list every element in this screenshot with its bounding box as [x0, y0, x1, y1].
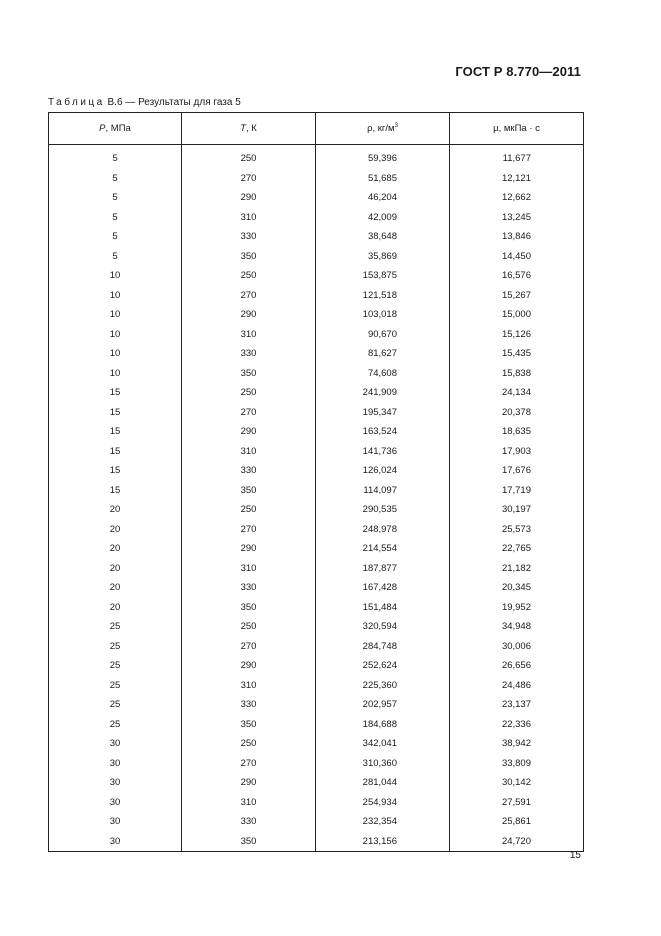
- cell-density: 121,518: [316, 286, 450, 306]
- cell-temperature: 310: [182, 325, 316, 345]
- table-row: [49, 403, 584, 423]
- table-row: [49, 676, 584, 696]
- cell-pressure: 25: [49, 715, 182, 735]
- table-row: [49, 598, 584, 618]
- cell-density: 213,156: [316, 832, 450, 852]
- cell-viscosity: 20,345: [450, 578, 584, 598]
- cell-temperature: 250: [182, 734, 316, 754]
- cell-viscosity: 34,948: [450, 617, 584, 637]
- cell-temperature: 330: [182, 227, 316, 247]
- table-row: [49, 383, 584, 403]
- cell-temperature: 310: [182, 676, 316, 696]
- cell-temperature: 310: [182, 442, 316, 462]
- cell-temperature: 250: [182, 383, 316, 403]
- cell-pressure: 20: [49, 500, 182, 520]
- cell-density: 42,009: [316, 208, 450, 228]
- cell-pressure: 25: [49, 637, 182, 657]
- cell-density: 284,748: [316, 637, 450, 657]
- cell-density: 151,484: [316, 598, 450, 618]
- cell-temperature: 330: [182, 578, 316, 598]
- table-row: [49, 286, 584, 306]
- cell-viscosity: 33,809: [450, 754, 584, 774]
- cell-temperature: 270: [182, 169, 316, 189]
- cell-viscosity: 22,336: [450, 715, 584, 735]
- cell-density: 252,624: [316, 656, 450, 676]
- table-row: [49, 734, 584, 754]
- cell-viscosity: 25,861: [450, 812, 584, 832]
- cell-density: 214,554: [316, 539, 450, 559]
- cell-temperature: 270: [182, 520, 316, 540]
- results-table: [48, 112, 584, 852]
- cell-temperature: 350: [182, 715, 316, 735]
- cell-density: 51,685: [316, 169, 450, 189]
- cell-viscosity: 15,267: [450, 286, 584, 306]
- table-row: [49, 266, 584, 286]
- cell-pressure: 30: [49, 734, 182, 754]
- table-row: [49, 305, 584, 325]
- cell-viscosity: 26,656: [450, 656, 584, 676]
- table-row: [49, 208, 584, 228]
- cell-temperature: 250: [182, 617, 316, 637]
- cell-density: 195,347: [316, 403, 450, 423]
- cell-density: 59,396: [316, 145, 450, 169]
- cell-pressure: 10: [49, 305, 182, 325]
- cell-density: 167,428: [316, 578, 450, 598]
- cell-density: 114,097: [316, 481, 450, 501]
- cell-pressure: 10: [49, 344, 182, 364]
- cell-viscosity: 16,576: [450, 266, 584, 286]
- cell-temperature: 270: [182, 754, 316, 774]
- cell-temperature: 330: [182, 695, 316, 715]
- cell-viscosity: 17,719: [450, 481, 584, 501]
- cell-pressure: 20: [49, 578, 182, 598]
- table-row: [49, 637, 584, 657]
- table-row: [49, 754, 584, 774]
- table-header-row: [49, 113, 584, 145]
- cell-temperature: 310: [182, 208, 316, 228]
- cell-pressure: 5: [49, 169, 182, 189]
- cell-temperature: 270: [182, 403, 316, 423]
- cell-temperature: 350: [182, 481, 316, 501]
- cell-viscosity: 12,662: [450, 188, 584, 208]
- cell-pressure: 5: [49, 188, 182, 208]
- cell-pressure: 10: [49, 266, 182, 286]
- cell-viscosity: 30,197: [450, 500, 584, 520]
- cell-viscosity: 21,182: [450, 559, 584, 579]
- cell-viscosity: 18,635: [450, 422, 584, 442]
- cell-pressure: 5: [49, 208, 182, 228]
- cell-pressure: 5: [49, 145, 182, 169]
- table-row: [49, 773, 584, 793]
- cell-density: 81,627: [316, 344, 450, 364]
- table-row: [49, 715, 584, 735]
- table-row: [49, 247, 584, 267]
- cell-density: 46,204: [316, 188, 450, 208]
- cell-density: 141,736: [316, 442, 450, 462]
- cell-pressure: 10: [49, 286, 182, 306]
- cell-density: 38,648: [316, 227, 450, 247]
- cell-density: 232,354: [316, 812, 450, 832]
- table-row: [49, 364, 584, 384]
- cell-density: 241,909: [316, 383, 450, 403]
- table-row: [49, 832, 584, 852]
- cell-temperature: 350: [182, 832, 316, 852]
- cell-viscosity: 27,591: [450, 793, 584, 813]
- cell-temperature: 290: [182, 773, 316, 793]
- table-caption-dash: —: [125, 97, 136, 108]
- cell-temperature: 290: [182, 422, 316, 442]
- cell-temperature: 290: [182, 656, 316, 676]
- table-caption-word: Таблица: [48, 97, 105, 108]
- table-row: [49, 559, 584, 579]
- cell-temperature: 330: [182, 344, 316, 364]
- cell-temperature: 250: [182, 145, 316, 169]
- table-row: [49, 481, 584, 501]
- header-pressure: P, МПа: [49, 113, 182, 145]
- cell-viscosity: 17,676: [450, 461, 584, 481]
- table-body: [49, 145, 584, 852]
- cell-density: 281,044: [316, 773, 450, 793]
- cell-temperature: 290: [182, 188, 316, 208]
- cell-pressure: 10: [49, 364, 182, 384]
- cell-density: 254,934: [316, 793, 450, 813]
- cell-pressure: 20: [49, 520, 182, 540]
- cell-temperature: 270: [182, 637, 316, 657]
- cell-temperature: 350: [182, 364, 316, 384]
- table-row: [49, 145, 584, 169]
- cell-temperature: 250: [182, 266, 316, 286]
- cell-pressure: 30: [49, 812, 182, 832]
- cell-pressure: 15: [49, 442, 182, 462]
- cell-density: 202,957: [316, 695, 450, 715]
- cell-viscosity: 38,942: [450, 734, 584, 754]
- header-viscosity: μ, мкПа · с: [450, 113, 584, 145]
- cell-temperature: 270: [182, 286, 316, 306]
- cell-viscosity: 15,838: [450, 364, 584, 384]
- table-row: [49, 656, 584, 676]
- header-temperature: T, К: [182, 113, 316, 145]
- table-row: [49, 617, 584, 637]
- cell-density: 187,877: [316, 559, 450, 579]
- cell-viscosity: 15,126: [450, 325, 584, 345]
- cell-viscosity: 13,245: [450, 208, 584, 228]
- cell-temperature: 290: [182, 539, 316, 559]
- cell-density: 74,608: [316, 364, 450, 384]
- cell-pressure: 10: [49, 325, 182, 345]
- cell-density: 153,875: [316, 266, 450, 286]
- cell-pressure: 15: [49, 481, 182, 501]
- cell-pressure: 30: [49, 773, 182, 793]
- cell-density: 90,670: [316, 325, 450, 345]
- cell-viscosity: 20,378: [450, 403, 584, 423]
- cell-viscosity: 13,846: [450, 227, 584, 247]
- cell-temperature: 310: [182, 793, 316, 813]
- cell-viscosity: 24,486: [450, 676, 584, 696]
- cell-density: 248,978: [316, 520, 450, 540]
- cell-viscosity: 14,450: [450, 247, 584, 267]
- table-caption-text: Результаты для газа 5: [138, 97, 241, 108]
- cell-viscosity: 11,677: [450, 145, 584, 169]
- cell-density: 320,594: [316, 617, 450, 637]
- cell-viscosity: 19,952: [450, 598, 584, 618]
- cell-pressure: 25: [49, 656, 182, 676]
- table-row: [49, 442, 584, 462]
- cell-pressure: 25: [49, 617, 182, 637]
- cell-pressure: 15: [49, 403, 182, 423]
- cell-pressure: 20: [49, 559, 182, 579]
- cell-density: 310,360: [316, 754, 450, 774]
- header-density: ρ, $кг/м^3$: [316, 113, 450, 145]
- cell-temperature: 310: [182, 559, 316, 579]
- table-row: [49, 695, 584, 715]
- cell-viscosity: 15,000: [450, 305, 584, 325]
- table-row: [49, 169, 584, 189]
- page-number: 15: [569, 850, 581, 861]
- table-caption: [48, 97, 241, 108]
- cell-pressure: 30: [49, 754, 182, 774]
- cell-density: 290,535: [316, 500, 450, 520]
- cell-temperature: 330: [182, 812, 316, 832]
- cell-pressure: 20: [49, 598, 182, 618]
- table-row: [49, 227, 584, 247]
- cell-viscosity: 24,134: [450, 383, 584, 403]
- cell-temperature: 350: [182, 598, 316, 618]
- cell-temperature: 350: [182, 247, 316, 267]
- cell-density: 35,869: [316, 247, 450, 267]
- table-row: [49, 539, 584, 559]
- cell-density: 103,018: [316, 305, 450, 325]
- cell-pressure: 15: [49, 461, 182, 481]
- cell-density: 163,524: [316, 422, 450, 442]
- cell-pressure: 5: [49, 227, 182, 247]
- table-row: [49, 188, 584, 208]
- table-row: [49, 325, 584, 345]
- cell-viscosity: 23,137: [450, 695, 584, 715]
- cell-viscosity: 15,435: [450, 344, 584, 364]
- cell-pressure: 15: [49, 422, 182, 442]
- table-row: [49, 500, 584, 520]
- cell-temperature: 290: [182, 305, 316, 325]
- cell-viscosity: 24,720: [450, 832, 584, 852]
- cell-viscosity: 25,573: [450, 520, 584, 540]
- table-row: [49, 422, 584, 442]
- cell-density: 225,360: [316, 676, 450, 696]
- cell-viscosity: 12,121: [450, 169, 584, 189]
- cell-viscosity: 22,765: [450, 539, 584, 559]
- cell-viscosity: 30,006: [450, 637, 584, 657]
- table-row: [49, 812, 584, 832]
- table-row: [49, 520, 584, 540]
- cell-pressure: 5: [49, 247, 182, 267]
- table-row: [49, 344, 584, 364]
- cell-temperature: 250: [182, 500, 316, 520]
- table-row: [49, 461, 584, 481]
- table-row: [49, 578, 584, 598]
- table-caption-number: В.6: [107, 97, 123, 108]
- cell-density: 126,024: [316, 461, 450, 481]
- cell-pressure: 30: [49, 832, 182, 852]
- cell-density: 184,688: [316, 715, 450, 735]
- cell-pressure: 25: [49, 695, 182, 715]
- cell-pressure: 20: [49, 539, 182, 559]
- cell-pressure: 30: [49, 793, 182, 813]
- cell-density: 342,041: [316, 734, 450, 754]
- document-code-header: ГОСТ Р 8.770—2011: [455, 64, 581, 79]
- cell-pressure: 15: [49, 383, 182, 403]
- table-row: [49, 793, 584, 813]
- cell-viscosity: 30,142: [450, 773, 584, 793]
- cell-pressure: 25: [49, 676, 182, 696]
- cell-temperature: 330: [182, 461, 316, 481]
- cell-viscosity: 17,903: [450, 442, 584, 462]
